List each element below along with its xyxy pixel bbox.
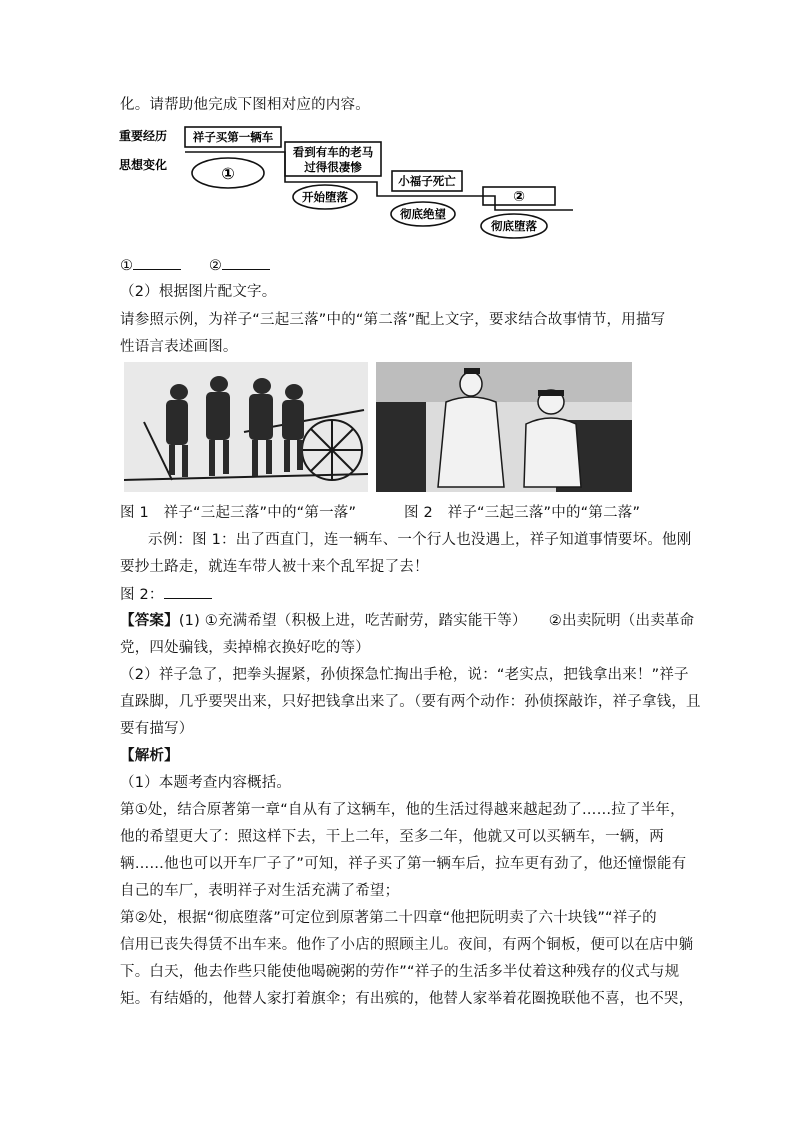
change-4: 彻底堕落 [491, 219, 537, 233]
analysis-1: （1）本题考查内容概括。 [120, 775, 292, 791]
analysis-8: 下。白天，他去作些只能使他喝碗粥的劳作”“祥子的生活多半仗着这种残存的仪式与规 [120, 964, 680, 980]
fig2-caption: 图 2 祥子“三起三落”中的“第二落” [404, 505, 641, 521]
analysis-6: 第②处，根据“彻底堕落”可定位到原著第二十四章“他把阮明卖了六十块钱”“祥子的 [120, 910, 657, 926]
row-label-change: 思想变化 [119, 158, 168, 172]
event-2-line2: 过得很凄惨 [304, 160, 362, 174]
change-1-blank: ① [221, 164, 235, 183]
fig1-caption: 图 1 祥子“三起三落”中的“第一落” [120, 505, 357, 521]
event-2-line1: 看到有车的老马 [292, 145, 374, 159]
example-line1: 示例：图 1：出了西直门，连一辆车、一个行人也没遇上，祥子知道事情要坏。他刚 [148, 532, 692, 548]
event-3: 小福子死亡 [398, 174, 456, 188]
figure-1-illustration [124, 362, 368, 492]
analysis-5: 自己的车厂，表明祥子对生活充满了希望； [120, 883, 400, 899]
row-label-experience: 重要经历 [119, 129, 168, 143]
change-3: 彻底绝望 [400, 207, 446, 221]
answer-label: 【答案】 [120, 613, 179, 629]
q2-line1: 请参照示例，为祥子“三起三落”中的“第二落”配上文字，要求结合故事情节，用描写 [120, 312, 666, 328]
fig2-blank-line [164, 584, 212, 599]
blank-2-label: ② [208, 258, 223, 274]
answer-2c: 要有描写） [120, 721, 194, 737]
analysis-2: 第①处，结合原著第一章“自从有了这辆车，他的生活过得越来越起劲了……拉了半年， [120, 802, 685, 818]
answer-line1 [120, 611, 694, 631]
answer-1a: (1) ①充满希望（积极上进，吃苦耐劳，踏实能干等） ②出卖阮明（出卖革命 [178, 613, 695, 629]
analysis-label: 【解析】 [120, 748, 179, 764]
event-4-blank: ② [513, 189, 525, 205]
answer-2b: 直跺脚，几乎要哭出来，只好把钱拿出来了。（要有两个动作：孙侦探敲诈，祥子拿钱，且 [120, 694, 701, 710]
figure-2-illustration [376, 362, 632, 492]
q2-title: （2）根据图片配文字。 [120, 284, 277, 300]
experience-diagram [115, 124, 580, 246]
blank-answers [120, 255, 270, 276]
analysis-7: 信用已丧失得赁不出车来。他作了小店的照顾主儿。夜间，有两个铜板，便可以在店中躺 [120, 937, 694, 953]
fig2-answer [120, 584, 212, 605]
analysis-9: 矩。有结婚的，他替人家打着旗伞；有出殡的，他替人家举着花圈挽联他不喜，也不哭， [120, 991, 694, 1007]
example-line2: 要抄土路走，就连车带人被十来个乱军捉了去！ [120, 559, 429, 575]
answer-1b: 党，四处骗钱，卖掉棉衣换好吃的等） [120, 640, 370, 656]
analysis-4: 辆……他也可以开车厂子了”可知，祥子买了第一辆车后，拉车更有劲了，他还憧憬能有 [120, 856, 687, 872]
fig2-answer-label: 图 2： [120, 587, 164, 603]
blank-1-line [133, 255, 181, 270]
blank-1-label: ① [120, 258, 134, 274]
intro-text: 化。请帮助他完成下图相对应的内容。 [120, 97, 370, 113]
analysis-3: 他的希望更大了：照这样下去，干上二年，至多二年，他就又可以买辆车，一辆，两 [120, 829, 664, 845]
change-2: 开始堕落 [302, 190, 348, 204]
answer-2a: （2）祥子急了，把拳头握紧，孙侦探急忙掏出手枪，说：“老实点，把钱拿出来！”祥子 [120, 667, 689, 683]
blank-2-line [222, 255, 270, 270]
event-1: 祥子买第一辆车 [192, 130, 274, 144]
q2-line2: 性语言表述画图。 [120, 339, 238, 355]
